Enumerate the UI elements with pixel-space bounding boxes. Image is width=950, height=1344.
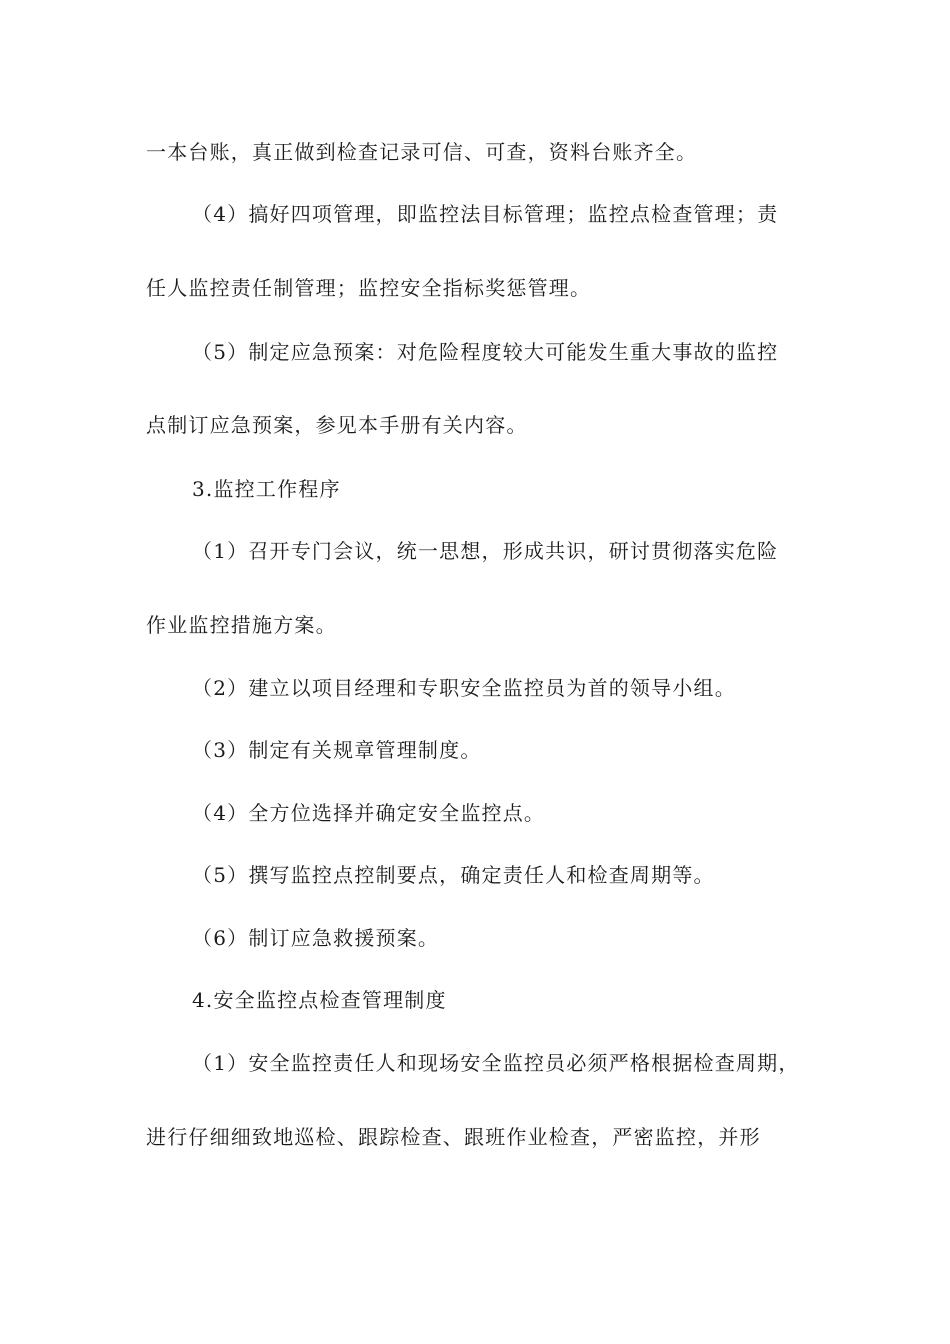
paragraph-line-10: （3）制定有关规章管理制度。 [192,738,482,762]
paragraph-line-4: （5）制定应急预案：对危险程度较大可能发生重大事故的监控 [192,340,779,364]
paragraph-line-13: （6）制订应急救援预案。 [192,926,440,950]
paragraph-line-9: （2）建立以项目经理和专职安全监控员为首的领导小组。 [192,676,736,700]
section-heading-4: 4.安全监控点检查管理制度 [192,988,447,1012]
paragraph-line-15: （1）安全监控责任人和现场安全监控员必须严格根据检查周期， [192,1051,800,1075]
paragraph-line-2: （4）搞好四项管理，即监控法目标管理；监控点检查管理；责 [192,202,779,226]
paragraph-line-5: 点制订应急预案，参见本手册有关内容。 [146,413,528,437]
paragraph-line-11: （4）全方位选择并确定安全监控点。 [192,801,546,825]
paragraph-line-16: 进行仔细细致地巡检、跟踪检查、跟班作业检查，严密监控，并形 [146,1125,761,1149]
paragraph-line-8: 作业监控措施方案。 [146,613,337,637]
paragraph-line-7: （1）召开专门会议，统一思想，形成共识，研讨贯彻落实危险 [192,539,779,563]
paragraph-line-3: 任人监控责任制管理；监控安全指标奖惩管理。 [146,276,592,300]
section-heading-3: 3.监控工作程序 [192,477,341,501]
paragraph-line-1: 一本台账，真正做到检查记录可信、可查，资料台账齐全。 [146,140,698,164]
paragraph-line-12: （5）撰写监控点控制要点，确定责任人和检查周期等。 [192,863,715,887]
